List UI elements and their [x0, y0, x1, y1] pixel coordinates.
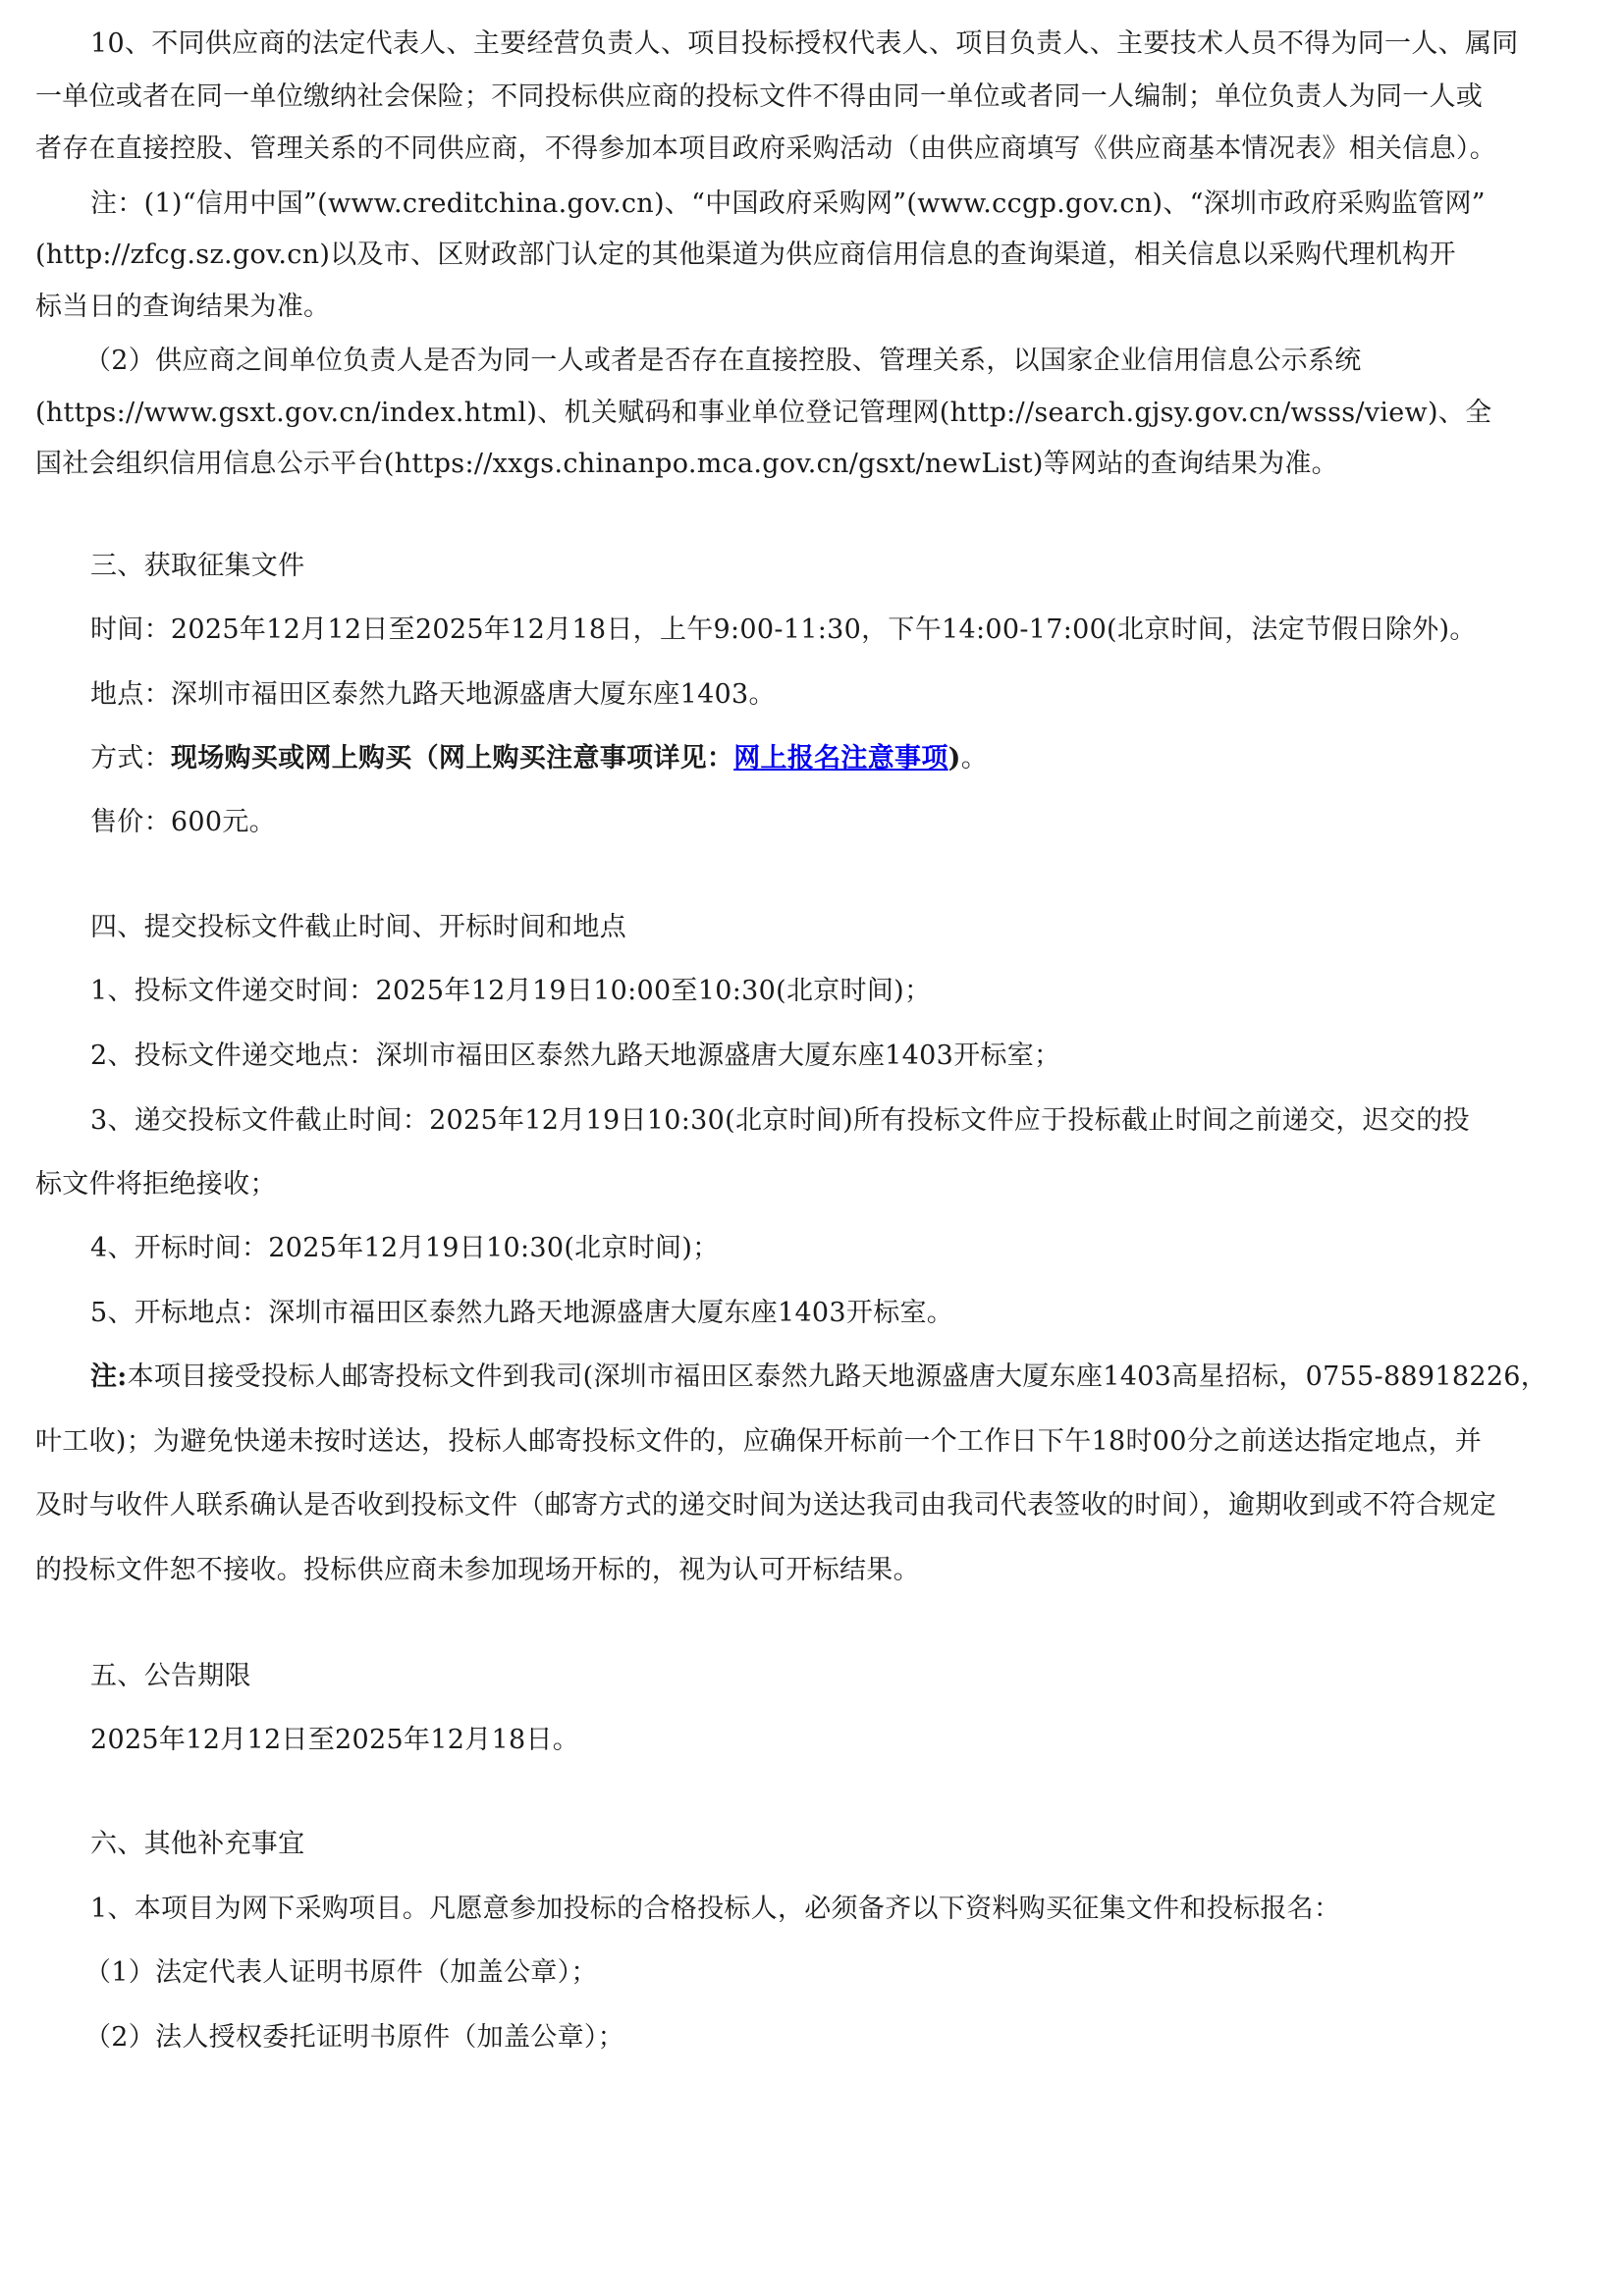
- section-5-period: 2025年12月12日至2025年12月18日。: [90, 1725, 580, 1755]
- section-3-time: 时间：2025年12月12日至2025年12月18日，上午9:00-11:30，下午14:00-17:00(北京时间，法定节假日除外)。: [90, 614, 1477, 645]
- section-4-item-3-line-2: 标文件将拒绝接收；: [35, 1169, 277, 1200]
- section-4-item-3-line-1: 3、递交投标文件截止时间：2025年12月19日10:30(北京时间)所有投标文件应于投标截止时间之前递交，迟交的投: [90, 1105, 1470, 1136]
- note-1-line-2: (http://zfcg.sz.gov.cn)以及市、区财政部门认定的其他渠道为供应商信用信息的查询渠道，相关信息以采购代理机构开: [35, 240, 1456, 270]
- method-close-paren: ): [947, 743, 961, 774]
- section-3-place: 地点：深圳市福田区泰然九路天地源盛唐大厦东座1403。: [90, 679, 776, 710]
- note-1-line-1: 注：(1)“信用中国”(www.creditchina.gov.cn)、“中国政府采购网”(www.ccgp.gov.cn)、“深圳市政府采购监管网”: [90, 188, 1486, 219]
- clause-10-line-2: 一单位或者在同一单位缴纳社会保险；不同投标供应商的投标文件不得由同一单位或者同一人编制；单位负责人为同一人或: [35, 81, 1484, 112]
- clause-10-line-1: 10、不同供应商的法定代表人、主要经营负责人、项目投标授权代表人、项目负责人、主要技术人员不得为同一人、属同: [90, 28, 1519, 59]
- note-2-line-3: 国社会组织信用信息公示平台(https://xxgs.chinanpo.mca.gov.cn/gsxt/newList)等网站的查询结果为准。: [35, 449, 1338, 479]
- section-4-note-line-4: 的投标文件恕不接收。投标供应商未参加现场开标的，视为认可开标结果。: [35, 1555, 920, 1585]
- section-3-heading: 三、获取征集文件: [90, 551, 305, 581]
- section-4-note-line-2: 叶工收)；为避免快递未按时送达，投标人邮寄投标文件的，应确保开标前一个工作日下午18时00分之前送达指定地点，并: [35, 1426, 1483, 1457]
- section-4-note-line-3: 及时与收件人联系确认是否收到投标文件（邮寄方式的递交时间为送达我司由我司代表签收的时间），逾期收到或不符合规定: [35, 1490, 1496, 1521]
- section-6-heading: 六、其他补充事宜: [90, 1829, 305, 1859]
- section-5-heading: 五、公告期限: [90, 1661, 251, 1691]
- method-end: 。: [960, 743, 989, 774]
- section-4-item-2: 2、投标文件递交地点：深圳市福田区泰然九路天地源盛唐大厦东座1403开标室；: [90, 1041, 1061, 1071]
- clause-10-line-3: 者存在直接控股、管理关系的不同供应商，不得参加本项目政府采购活动（由供应商填写《供应商基本情况表》相关信息）。: [35, 133, 1496, 164]
- section-6-sub-2: （2）法人授权委托证明书原件（加盖公章）；: [84, 2022, 624, 2053]
- section-4-item-5: 5、开标地点：深圳市福田区泰然九路天地源盛唐大厦东座1403开标室。: [90, 1298, 954, 1328]
- section-4-item-1: 1、投标文件递交时间：2025年12月19日10:00至10:30(北京时间)；: [90, 976, 932, 1006]
- note-1-line-3: 标当日的查询结果为准。: [35, 292, 331, 322]
- note-text: 本项目接受投标人邮寄投标文件到我司(深圳市福田区泰然九路天地源盛唐大厦东座1403高星招标，0755-88918226，: [127, 1362, 1548, 1392]
- note-2-line-2: (https://www.gsxt.gov.cn/index.html)、机关赋码和事业单位登记管理网(http://search.gjsy.gov.cn/wsss/view)、全: [35, 398, 1492, 428]
- method-text: 现场购买或网上购买（网上购买注意事项详见：: [170, 743, 734, 774]
- document-page: [35, 0, 1597, 2296]
- section-3-price: 售价：600元。: [90, 807, 276, 837]
- section-6-sub-1: （1）法定代表人证明书原件（加盖公章）；: [84, 1957, 598, 1988]
- section-4-heading: 四、提交投标文件截止时间、开标时间和地点: [90, 912, 626, 942]
- method-label: 方式：: [90, 743, 171, 774]
- note-2-line-1: （2）供应商之间单位负责人是否为同一人或者是否存在直接控股、管理关系，以国家企业信用信息公示系统: [84, 346, 1362, 376]
- section-4-note-line-1: [90, 1358, 1547, 1397]
- section-6-item-1: 1、本项目为网下采购项目。凡愿意参加投标的合格投标人，必须备齐以下资料购买征集文件和投标报名：: [90, 1894, 1341, 1924]
- note-label: 注:: [90, 1362, 128, 1392]
- section-4-item-4: 4、开标时间：2025年12月19日10:30(北京时间)；: [90, 1233, 720, 1263]
- section-3-method: [90, 739, 988, 778]
- online-registration-notes-link[interactable]: 网上报名注意事项: [733, 743, 948, 774]
